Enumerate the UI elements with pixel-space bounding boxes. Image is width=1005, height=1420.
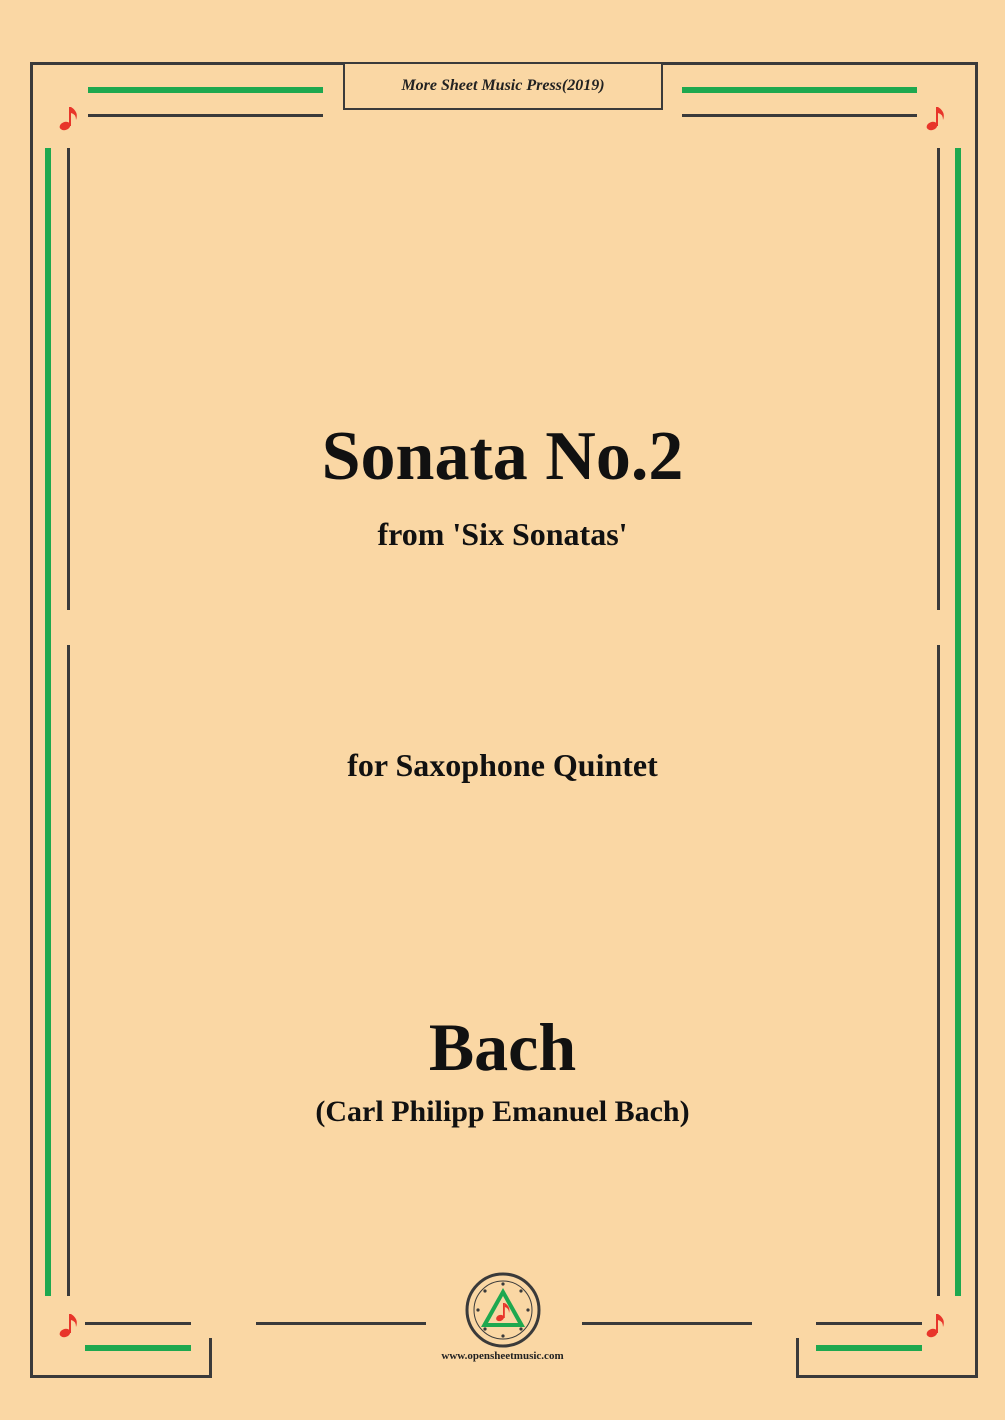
frame-bottom-right <box>796 1375 978 1378</box>
publisher-box <box>343 62 663 110</box>
green-top-left <box>88 87 323 93</box>
website-url: www.opensheetmusic.com <box>441 1350 564 1362</box>
music-note-icon <box>926 1311 948 1339</box>
music-note-icon <box>59 1311 81 1339</box>
frame-top-left <box>30 62 343 65</box>
line-left-lower <box>67 645 70 1296</box>
frame-right <box>975 62 978 1378</box>
green-top-right <box>682 87 917 93</box>
score-title: Sonata No.2 <box>321 418 684 495</box>
frame-left <box>30 62 33 1378</box>
line-bottom-right-short <box>816 1322 922 1325</box>
publisher-label: More Sheet Music Press(2019) <box>401 77 605 94</box>
line-bottom-left-short <box>85 1322 191 1325</box>
frame-top-right <box>663 62 978 65</box>
triangle-note-logo-icon <box>465 1272 541 1348</box>
line-top-left <box>88 114 323 117</box>
line-right-lower <box>937 645 940 1296</box>
music-note-icon <box>59 104 81 132</box>
line-bottom-right-long <box>582 1322 752 1325</box>
instrumentation: for Saxophone Quintet <box>347 747 658 783</box>
frame-bottom-left <box>30 1375 212 1378</box>
composer-full-name: (Carl Philipp Emanuel Bach) <box>315 1095 690 1128</box>
composer-name: Bach <box>428 1009 577 1085</box>
line-top-right <box>682 114 917 117</box>
score-subtitle: from 'Six Sonatas' <box>377 516 628 552</box>
line-bottom-left-long <box>256 1322 426 1325</box>
music-note-icon <box>926 104 948 132</box>
